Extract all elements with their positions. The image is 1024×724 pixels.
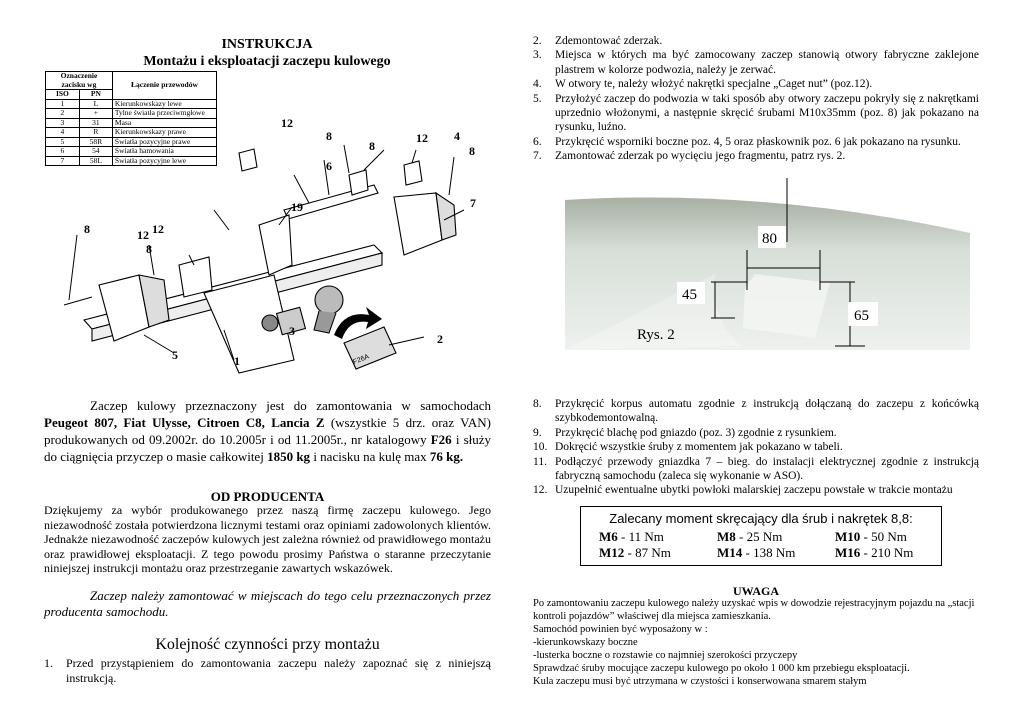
- diagram-label: 3: [289, 324, 295, 338]
- warning-line: Po zamontowaniu zaczepu kulowego należy uzyskać wpis w dowodzie rejestracyjnym pojazdu na „stacji kontroli pojazdów” właściwej dla miejsca zamieszkania.: [533, 598, 975, 622]
- wire-table-cell: L: [79, 99, 112, 109]
- figure-caption: Rys. 2: [637, 327, 675, 343]
- step-item: [533, 92, 979, 135]
- diagram-label: 12: [416, 131, 428, 145]
- dim-80: 80: [762, 231, 777, 247]
- plate-label: F26A: [352, 353, 371, 367]
- wire-table-cell: Masa: [112, 118, 216, 128]
- wire-table-header-pn: PN: [79, 90, 112, 100]
- wire-table-cell: 7: [46, 156, 80, 166]
- step-number: 6.: [533, 135, 542, 148]
- wire-table-cell: 54: [79, 147, 112, 157]
- torque-cell: M12 - 87 Nm: [599, 545, 671, 560]
- step-item: [533, 440, 979, 454]
- step-number: 12.: [533, 484, 548, 497]
- step-item: [533, 455, 979, 484]
- step-number: 5.: [533, 92, 542, 105]
- step-item: [533, 149, 979, 163]
- diagram-label: 8: [469, 144, 475, 158]
- diagram-label: 8: [326, 129, 332, 143]
- torque-title: Zalecany moment skręcający dla śrub i nakrętek 8,8:: [609, 511, 913, 526]
- page-subtitle: Montażu i eksploatacji zaczepu kulowego: [143, 54, 391, 69]
- warning-line: -lusterka boczne o rozstawie co najmniej szerokości przyczepy: [533, 650, 798, 661]
- steps-list-top: [533, 34, 979, 164]
- step-number: 2.: [533, 35, 542, 47]
- steps-list-bottom: [533, 397, 979, 498]
- diagram-label: 19: [291, 200, 303, 214]
- step-text: Zdemontować zderzak.: [555, 35, 663, 47]
- diagram-label: 8: [369, 139, 375, 153]
- wire-table-header-iso: ISO: [46, 90, 80, 100]
- intro-paragraph: Zaczep kulowy przeznaczony jest do zamontowania w samochodach Peugeot 807, Fiat Ulysse, Citroen C8, Lancia Z (wszystkie 5 drz. oraz VAN) produkowanych od 09.2002r. do 10.2005r i od 11.2005r., nr katalogowy F26 i służy do ciągnięcia przyczep o masie całkowitej 1850 kg i nacisku na kulę max 76 kg.: [44, 398, 492, 464]
- step-text: Podłączyć przewody gniazdka 7 – bieg. do instalacji elektrycznej zgodnie z instrukcją fabryczną samochodu (zaleca się wykonanie w ASO).: [555, 455, 979, 483]
- torque-cell: M8 - 25 Nm: [717, 529, 783, 544]
- step-item: [533, 426, 979, 440]
- dim-65: 65: [854, 308, 869, 324]
- torque-row: [599, 529, 941, 545]
- wire-table-cell: 5: [46, 137, 80, 147]
- step-number: 10.: [533, 441, 548, 454]
- step-number: 4.: [533, 78, 542, 91]
- wire-table-cell: Kierunkowskazy prawe: [112, 128, 216, 138]
- wire-table-cell: +: [79, 109, 112, 119]
- torque-table: [580, 506, 942, 566]
- steps-heading: Kolejność czynności przy montażu: [155, 636, 380, 653]
- step-item: [533, 34, 979, 48]
- diagram-label: 1: [234, 354, 240, 368]
- step-item: [533, 77, 979, 91]
- torque-cell: M14 - 138 Nm: [717, 545, 796, 560]
- wire-table-cell: 58L: [79, 156, 112, 166]
- dim-45: 45: [682, 287, 697, 303]
- diagram-label: 8: [146, 242, 152, 256]
- wire-table-cell: 31: [79, 118, 112, 128]
- torque-cell: M6 - 11 Nm: [599, 529, 664, 544]
- wire-table-cell: R: [79, 128, 112, 138]
- plate-f26: [344, 327, 396, 369]
- warning-line: -kierunkowskazy boczne: [533, 637, 638, 648]
- step-number: 9.: [533, 426, 542, 439]
- diagram-label: 4: [454, 129, 460, 143]
- diagram-label: 7: [470, 196, 476, 210]
- step-number: 11.: [533, 455, 547, 468]
- step-text: Dokręcić wszystkie śruby z momentem jak pokazano w tabeli.: [555, 441, 843, 454]
- step-text: Uzupełnić ewentualne ubytki powłoki malarskiej zaczepu powstałe w trakcie montażu: [555, 484, 953, 497]
- step-text: W otwory te, należy włożyć nakrętki specjalne „Caget nut” (poz.12).: [555, 78, 873, 91]
- page-title: INSTRUKCJA: [221, 37, 313, 52]
- torque-row: [599, 545, 941, 561]
- right-bracket: [394, 193, 442, 255]
- torque-cell: M10 - 50 Nm: [835, 529, 907, 544]
- wire-table-cell: 6: [46, 147, 80, 157]
- step-item: [533, 48, 979, 77]
- diagram-label: 12: [281, 116, 293, 130]
- warning-heading: UWAGA: [732, 584, 779, 598]
- wire-table-cell: 3: [46, 118, 80, 128]
- step-text: Zamontować zderzak po wycięciu jego fragmentu, patrz rys. 2.: [555, 150, 846, 163]
- step-item: [533, 135, 979, 149]
- torque-cell: M16 - 210 Nm: [835, 545, 914, 560]
- diagram-label: 6: [326, 159, 332, 173]
- step-1: 1. Przed przystąpieniem do zamontowania zaczepu należy zapoznać się z niniejszą instrukcją.: [44, 656, 491, 685]
- step-text: Przykręcić blachę pod gniazdo (poz. 3) zgodnie z rysunkiem.: [555, 426, 837, 439]
- wire-table-cell: Światła pozycyjne prawe: [112, 137, 216, 147]
- diagram-label: 12: [137, 228, 149, 242]
- producer-heading: OD PRODUCENTA: [210, 489, 325, 504]
- warning-line: Samochód powinien być wyposażony w :: [533, 624, 708, 635]
- towbar-diagram: [44, 115, 494, 385]
- tow-ball: [315, 286, 343, 314]
- step-number: 8.: [533, 398, 542, 410]
- bracket-19: [259, 215, 292, 275]
- wire-table-header-conn: Łączenie przewodów: [112, 72, 216, 100]
- wire-table-cell: 1: [46, 99, 80, 109]
- wire-table-header-group: Oznaczenie zacisku wg: [46, 72, 113, 90]
- diagram-label: 12: [152, 222, 164, 236]
- step-text: Przykręcić korpus automatu zgodnie z instrukcją dołączaną do zaczepu z końcówką szybkodemontowalną.: [555, 398, 979, 425]
- diagram-label: 2: [437, 332, 443, 346]
- warning-text: [533, 597, 979, 688]
- step-number: 3.: [533, 49, 542, 62]
- warning-line: Sprawdzać śruby mocujące zaczepu kulowego po około 1 000 km przebiegu eksploatacji.: [533, 663, 910, 674]
- wire-table-cell: 4: [46, 128, 80, 138]
- warning-line: Kula zaczepu musi być utrzymana w czystości i konserwowana smarem stałym: [533, 676, 867, 687]
- diagram-label: 8: [84, 222, 90, 236]
- wire-table-cell: Światła hamowania: [112, 147, 216, 157]
- wire-table-cell: Tylne światła przeciwmgłowe: [112, 109, 216, 119]
- step-text: Miejsca w których ma być zamocowany zaczep stanowią otwory fabryczne zaklejone plastrem w kolorze podwozia, należy je zerwać.: [555, 49, 979, 76]
- step-number: 7.: [533, 150, 542, 163]
- bumper-cutout: [743, 274, 830, 338]
- bumper-figure: [565, 178, 970, 350]
- wire-table-cell: Kierunkowskazy lewe: [112, 99, 216, 109]
- diagram-label: 5: [172, 348, 178, 362]
- step-text: Przykręcić wsporniki boczne poz. 4, 5 oraz płaskownik poz. 6 jak pokazano na rysunku.: [555, 135, 961, 148]
- step-item: [533, 483, 979, 497]
- step-text: Przyłożyć zaczep do podwozia w taki sposób aby otwory zaczepu pokryły się z nakrętkami uprzednio włożonymi, a następnie skręcić śrubami M10x35mm (poz. 8) jak pokazano na rysunku, luźno.: [555, 92, 979, 134]
- producer-italic: Zaczep należy zamontować w miejscach do tego celu przeznaczonych przez producenta samochodu.: [44, 588, 491, 619]
- wire-table-cell: 58R: [79, 137, 112, 147]
- producer-text: Dziękujemy za wybór produkowanego przez naszą firmę zaczepu kulowego. Jego niezawodność została potwierdzona licznymi testami oraz opiniami zadowolonych klientów. Jednakże niezawodność zaczepów kulowych jest zależna również od prawidłowego montażu oraz prawidłowej eksploatacji. Z tego powodu prosimy Państwa o staranne przeczytanie niniejszej instrukcji montażu oraz przestrzeganie zawartych wskazówek.: [44, 503, 491, 575]
- wire-table-cell: 2: [46, 109, 80, 119]
- step-item: [533, 397, 979, 426]
- wire-table-cell: Światła pozycyjne lewe: [112, 156, 216, 166]
